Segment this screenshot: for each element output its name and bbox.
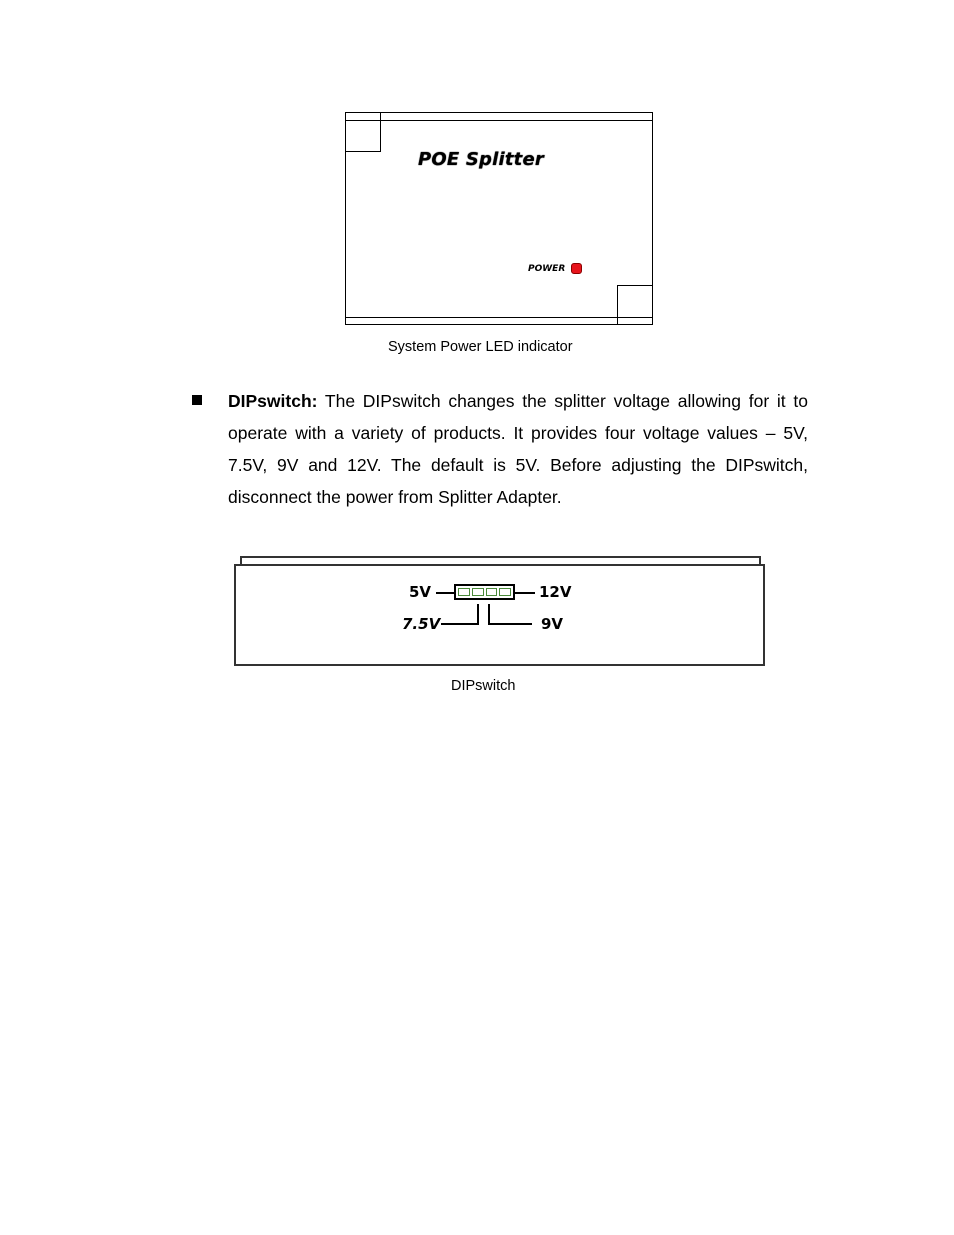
device-product-name: POE Splitter xyxy=(418,149,544,170)
dip-switch-icon xyxy=(454,584,515,600)
dipswitch-description: The DIPswitch changes the splitter voltage allowing for it to operate with a variety of products. It provides four voltage values – 5V, 7.5V, 9V and 12V. The default is 5V. Before adjusting the DIPswitch, disconnect the power from Splitter Adapter. xyxy=(228,391,808,507)
connector-9v-vertical xyxy=(488,604,490,625)
dipswitch-term: DIPswitch: xyxy=(228,391,318,411)
device-top-edge xyxy=(346,120,652,121)
dip-switch-position xyxy=(499,588,511,596)
dip-switch-position xyxy=(486,588,498,596)
connector-5v xyxy=(436,592,454,594)
power-label: POWER xyxy=(528,264,566,274)
figure-caption-dipswitch: DIPswitch xyxy=(451,678,516,694)
connector-9v-horizontal xyxy=(488,623,532,625)
dip-label-7-5v: 7.5V xyxy=(402,615,441,633)
dip-label-9v: 9V xyxy=(541,615,564,633)
dip-label-5v: 5V xyxy=(409,583,432,601)
device-bottom-edge xyxy=(346,317,652,318)
dip-switch-position xyxy=(472,588,484,596)
figure-caption-power-led: System Power LED indicator xyxy=(388,339,573,355)
power-led-icon xyxy=(571,263,582,274)
dip-label-12v: 12V xyxy=(539,583,572,601)
dip-panel-top-edge xyxy=(240,556,761,564)
square-bullet-icon xyxy=(192,395,202,405)
dip-switch-position xyxy=(458,588,470,596)
connector-7-5v-horizontal xyxy=(441,623,479,625)
dipswitch-paragraph xyxy=(228,385,808,513)
connector-7-5v-vertical xyxy=(477,604,479,625)
device-corner-top-left xyxy=(346,113,381,152)
dip-panel-illustration xyxy=(234,564,765,666)
connector-12v xyxy=(515,592,535,594)
device-corner-bottom-right xyxy=(617,285,652,324)
poe-splitter-illustration xyxy=(345,112,653,325)
